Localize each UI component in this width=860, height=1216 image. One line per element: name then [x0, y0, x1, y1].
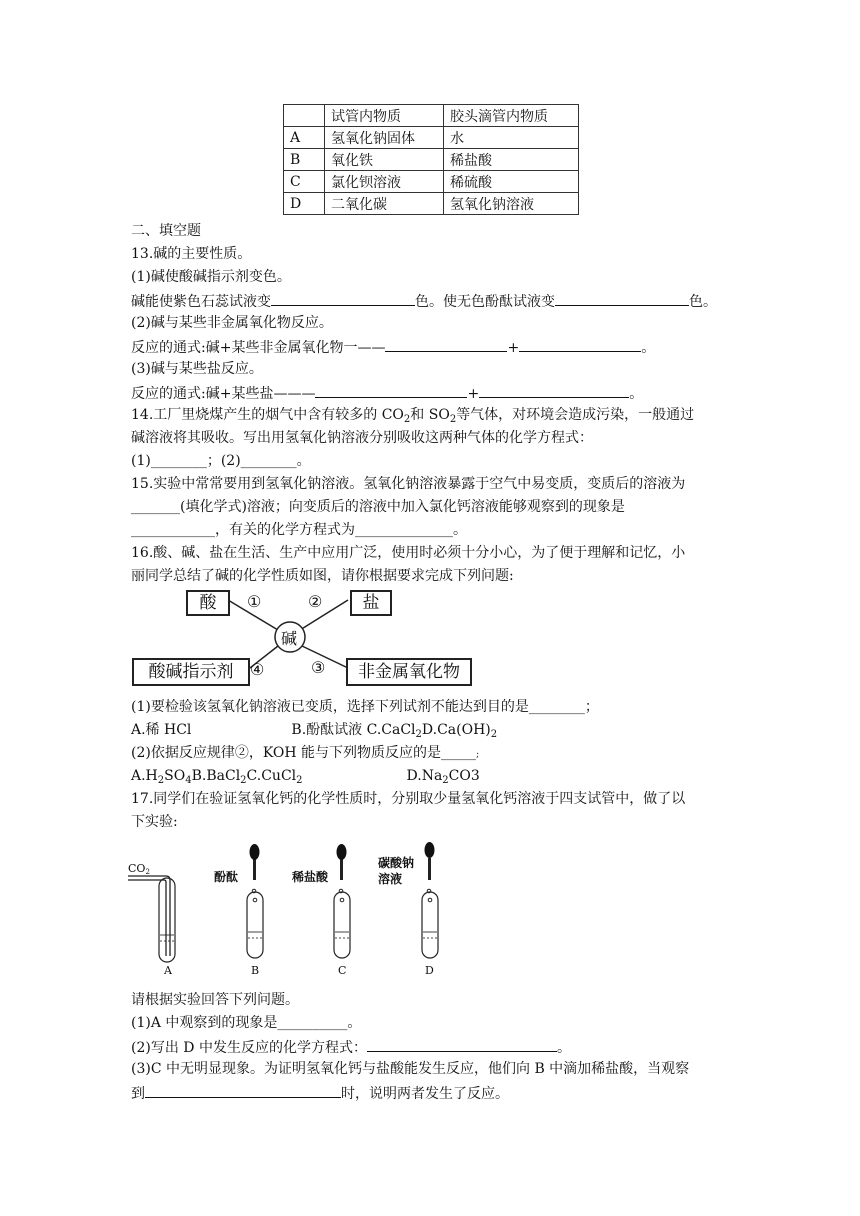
hcl-label: 稀盐酸 — [292, 870, 329, 884]
tube-label-c: C — [338, 964, 347, 977]
na2co3-label-1: 碳酸钠 — [378, 856, 415, 870]
table-cell: 稀硫酸 — [444, 171, 579, 193]
q16-line1: 16.酸、碱、盐在生活、生产中应用广泛，使用时必须十分小心，为了便于理解和记忆，小 — [131, 545, 686, 561]
option-c: C.CuCl — [246, 768, 297, 784]
table-cell: 水 — [444, 127, 579, 149]
q17-line6: (3)C 中无明显现象。为证明氢氧化钙与盐酸能发生反应，他们向 B 中滴加稀盐酸，当观察 — [131, 1061, 690, 1077]
q13-p2-line — [131, 335, 655, 359]
text: 。 — [629, 386, 644, 402]
q16-sub2 — [131, 742, 479, 766]
na2co3-label-2: 溶液 — [378, 872, 403, 886]
table-header-cell: 试管内物质 — [325, 105, 444, 127]
text: 等气体，对环境会造成污染，一般通过 — [456, 407, 695, 423]
label-2: ② — [308, 592, 323, 611]
answer-blank[interactable] — [315, 381, 467, 398]
tube-label-a: A — [164, 964, 172, 977]
q16-sub1-options: A.稀 HCl B.酚酞试液 $C.CaCl_2D.Ca(OH)_2$ — [131, 722, 498, 740]
q17-line3: 请根据实验回答下列问题。 — [131, 992, 299, 1008]
text: ; — [476, 750, 480, 760]
option-d: CO3 — [448, 768, 480, 784]
table-header-cell: 胶头滴管内物质 — [444, 105, 579, 127]
table-cell: 二氧化碳 — [325, 193, 444, 215]
text: 。 — [641, 340, 656, 356]
base-node: 碱 — [281, 629, 298, 648]
q14-line3: (1)________；(2)________。 — [131, 453, 311, 469]
table-cell: D — [284, 193, 325, 215]
subscript: 4 — [185, 775, 192, 786]
q16-sub2-options: $A.H_2SO_4B.BaCl_2C.CuCl_2$ $D.Na_2CO3$ — [131, 768, 480, 786]
text: 色。使无色酚酞试液变 — [415, 294, 555, 310]
answer-blank[interactable] — [555, 289, 689, 306]
q17-line7 — [131, 1081, 509, 1105]
table-cell: 氢氧化钠溶液 — [444, 193, 579, 215]
option-d: D.Na — [406, 768, 443, 784]
q13-p2: (2)碱与某些非金属氧化物反应。 — [131, 315, 333, 331]
table-row — [284, 127, 579, 149]
table-cell: A — [284, 127, 325, 149]
text: 反应的通式:碱+某些盐——— — [131, 386, 316, 402]
option-b: B.BaCl — [191, 768, 241, 784]
label-4: ④ — [250, 660, 265, 679]
co2-label: CO2 — [128, 862, 150, 876]
table-row — [284, 193, 579, 215]
q15-line1: 15.实验中常常要用到氢氧化钠溶液。氢氧化钠溶液暴露于空气中易变质，变质后的溶液为 — [131, 476, 686, 492]
options-table — [283, 104, 579, 215]
table-row — [284, 171, 579, 193]
table-cell: 氯化钡溶液 — [325, 171, 444, 193]
q17-line4: (1)A 中观察到的现象是__________。 — [131, 1015, 362, 1031]
plus: + — [467, 386, 480, 402]
answer-blank[interactable] — [519, 335, 641, 352]
text: 时，说明两者发生了反应。 — [341, 1086, 509, 1102]
q15-line3: ____________，有关的化学方程式为______________。 — [131, 522, 467, 538]
option-a: SO — [164, 768, 186, 784]
q17-line5 — [131, 1035, 571, 1059]
tube-label-d: D — [425, 964, 434, 977]
option-a: A.H — [131, 768, 158, 784]
answer-blank[interactable] — [367, 1035, 557, 1052]
option-d: D.Ca(OH) — [421, 722, 491, 738]
phenolphthalein-label: 酚酞 — [214, 870, 239, 884]
section-heading: 二、填空题 — [131, 223, 201, 239]
q13-p3-line — [131, 381, 643, 405]
q14-line2: 碱溶液将其吸收。写出用氢氧化钠溶液分别吸收这两种气体的化学方程式： — [131, 430, 593, 446]
option-bc: B.酚酞试液 C.CaCl — [291, 722, 416, 738]
salt-box: 盐 — [350, 590, 392, 616]
table-cell: B — [284, 149, 325, 171]
text: 碱能使紫色石蕊试液变 — [131, 294, 271, 310]
q13-p1: (1)碱使酸碱指示剂变色。 — [131, 269, 291, 285]
text: 和 SO — [410, 407, 450, 423]
acid-box: 酸 — [186, 590, 230, 616]
text: 到 — [131, 1086, 145, 1102]
table-row — [284, 149, 579, 171]
q16-line2: 丽同学总结了碱的化学性质如图，请你根据要求完成下列问题: — [131, 568, 514, 584]
subscript: 2 — [449, 414, 457, 425]
q13-p3: (3)碱与某些盐反应。 — [131, 361, 263, 377]
text: 反应的通式:碱+某些非金属氧化物一—— — [131, 340, 386, 356]
table-cell: 稀盐酸 — [444, 149, 579, 171]
test-tube-figure — [126, 840, 456, 980]
text: 色。 — [689, 294, 717, 310]
q16-sub1: (1)要检验该氢氧化钠溶液已变质，选择下列试剂不能达到目的是________； — [131, 699, 599, 715]
plus: + — [507, 340, 520, 356]
indicator-box: 酸碱指示剂 — [132, 658, 250, 686]
table-cell: 氢氧化钠固体 — [325, 127, 444, 149]
oxide-box: 非金属氧化物 — [346, 658, 472, 686]
text: (2)依据反应规律②，KOH 能与下列物质反应的是_____ — [131, 745, 477, 761]
table-cell: C — [284, 171, 325, 193]
option-a: A.稀 HCl — [131, 722, 192, 738]
label-1: ① — [247, 592, 262, 611]
answer-blank[interactable] — [271, 289, 415, 306]
q17-line2: 下实验: — [131, 814, 178, 830]
answer-blank[interactable] — [385, 335, 507, 352]
q13-title: 13.碱的主要性质。 — [131, 246, 252, 262]
table-cell: 氧化铁 — [325, 149, 444, 171]
subscript: 2 — [403, 414, 411, 425]
text: (2)写出 D 中发生反应的化学方程式： — [131, 1040, 367, 1056]
q13-p1-line — [131, 289, 717, 313]
text: 14.工厂里烧煤产生的烟气中含有较多的 CO — [131, 407, 404, 423]
q15-line2: _______(填化学式)溶液；向变质后的溶液中加入氯化钙溶液能够观察到的现象是 — [131, 499, 625, 515]
tube-label-b: B — [251, 964, 260, 977]
answer-blank[interactable] — [479, 381, 629, 398]
table-header-cell — [284, 105, 325, 127]
text: 。 — [556, 1040, 571, 1056]
q17-line1: 17.同学们在验证氢氧化钙的化学性质时，分别取少量氢氧化钙溶液于四支试管中，做了以 — [131, 791, 686, 807]
label-3: ③ — [311, 658, 326, 677]
answer-blank[interactable] — [145, 1081, 341, 1098]
base-properties-diagram — [130, 588, 470, 690]
